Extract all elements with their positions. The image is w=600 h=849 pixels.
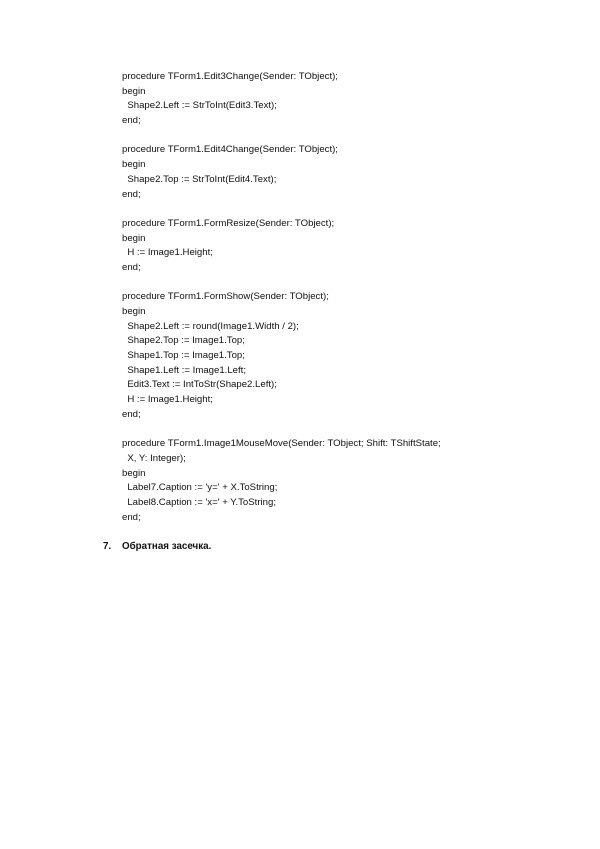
code-line: begin [122,159,146,171]
code-line: procedure TForm1.FormShow(Sender: TObject); [122,291,329,303]
code-line: procedure TForm1.FormResize(Sender: TObject); [122,217,335,229]
section-number: 7. [103,541,112,552]
code-line: Shape2.Top := Image1.Top; [122,335,245,347]
code-line: X, Y: Integer); [122,452,186,464]
code-line: begin [122,467,146,479]
code-line: end; [122,188,141,200]
code-line: end; [122,408,141,420]
code-line: Label8.Caption := 'x=' + Y.ToString; [122,496,276,508]
section-title: Обратная засечка. [122,541,212,552]
code-line: H := Image1.Height; [122,247,213,259]
section-heading [103,539,211,554]
code-line: begin [122,232,146,244]
code-line-blank [122,202,562,217]
code-line: Shape1.Top := Image1.Top; [122,350,245,362]
code-line: Shape2.Left := round(Image1.Width / 2); [122,320,299,332]
code-line: end; [122,511,141,523]
code-line: H := Image1.Height; [122,394,213,406]
code-line: Shape2.Top := StrToInt(Edit4.Text); [122,173,277,185]
code-line: end; [122,115,141,127]
code-listing [122,70,562,525]
code-line: Shape1.Left := Image1.Left; [122,364,247,376]
code-line-blank [122,276,562,291]
code-line: begin [122,85,146,97]
code-line: Shape2.Left := StrToInt(Edit3.Text); [122,100,277,112]
code-line: procedure TForm1.Image1MouseMove(Sender: TObject; Shift: TShiftState; [122,438,441,450]
code-line: Edit3.Text := IntToStr(Shape2.Left); [122,379,277,391]
code-line-blank [122,129,562,144]
code-line-blank [122,423,562,438]
code-line: procedure TForm1.Edit4Change(Sender: TObject); [122,144,338,156]
code-line: procedure TForm1.Edit3Change(Sender: TObject); [122,71,338,82]
code-line: begin [122,306,146,317]
code-line: Label7.Caption := 'y=' + X.ToString; [122,482,278,494]
code-line: end; [122,261,141,273]
